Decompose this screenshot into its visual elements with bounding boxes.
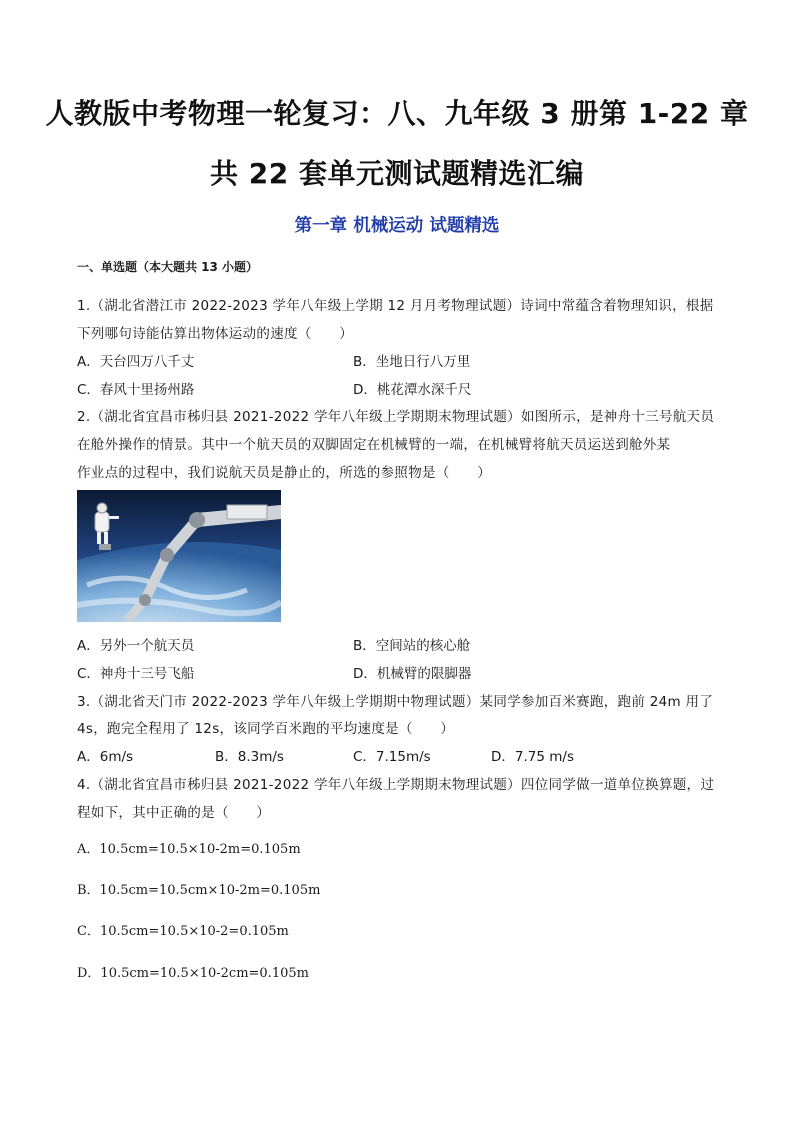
- question-4-option-b: B．10.5cm=10.5cm×10-2m=0.105m: [77, 883, 321, 898]
- question-2-stem-line3: 作业点的过程中，我们说航天员是静止的，所选的参照物是（ ）: [77, 465, 491, 481]
- question-4-option-a: A．10.5cm=10.5×10-2m=0.105m: [77, 842, 301, 857]
- question-3-option-b: B．8.3m/s: [215, 749, 284, 765]
- question-1-option-b: B．坐地日行八万里: [353, 354, 471, 370]
- document-title-line2: 共 22 套单元测试题精选汇编: [210, 157, 584, 190]
- question-2-stem-line2: 在舱外操作的情景。其中一个航天员的双脚固定在机械臂的一端，在机械臂将航天员运送到舱外某: [77, 437, 671, 453]
- section-heading: 一、单选题（本大题共 13 小题）: [77, 260, 259, 274]
- question-3-option-a: A．6m/s: [77, 749, 134, 765]
- question-2-option-c: C．神舟十三号飞船: [77, 666, 195, 682]
- question-1-stem-line2: 下列哪句诗能估算出物体运动的速度（ ）: [77, 326, 353, 342]
- chapter-heading: 第一章 机械运动 试题精选: [294, 216, 500, 236]
- question-1-option-a: A．天台四万八千丈: [77, 354, 195, 370]
- question-2-option-a: A．另外一个航天员: [77, 638, 195, 654]
- question-1-option-c: C．春风十里扬州路: [77, 382, 195, 398]
- astronaut-robotic-arm-photo: [77, 490, 281, 622]
- question-3-stem-line2: 4s，跑完全程用了 12s，该同学百米跑的平均速度是（ ）: [77, 721, 455, 737]
- document-title-line1: 人教版中考物理一轮复习：八、九年级 3 册第 1-22 章: [45, 97, 749, 130]
- question-2-stem-line1: 2.（湖北省宜昌市秭归县 2021-2022 学年八年级上学期期末物理试题）如图所示，是神舟十三号航天员: [77, 409, 715, 425]
- question-1-option-d: D．桃花潭水深千尺: [353, 382, 472, 398]
- question-1-stem-line1: 1.（湖北省潜江市 2022-2023 学年八年级上学期 12 月月考物理试题）诗词中常蕴含着物理知识，根据: [77, 298, 714, 314]
- question-3-stem-line1: 3.（湖北省天门市 2022-2023 学年八年级上学期期中物理试题）某同学参加百米赛跑，跑前 24m 用了: [77, 694, 714, 710]
- question-4-option-c: C．10.5cm=10.5×10-2=0.105m: [77, 924, 289, 939]
- question-3-option-c: C．7.15m/s: [353, 749, 431, 765]
- question-4-option-d: D．10.5cm=10.5×10-2cm=0.105m: [77, 966, 309, 981]
- question-3-option-d: D．7.75 m/s: [491, 749, 574, 765]
- question-2-option-d: D．机械臂的限脚器: [353, 666, 472, 682]
- question-4-stem-line2: 程如下，其中正确的是（ ）: [77, 805, 271, 821]
- question-4-stem-line1: 4.（湖北省宜昌市秭归县 2021-2022 学年八年级上学期期末物理试题）四位同学做一道单位换算题，过: [77, 777, 715, 793]
- question-2-option-b: B．空间站的核心舱: [353, 638, 471, 654]
